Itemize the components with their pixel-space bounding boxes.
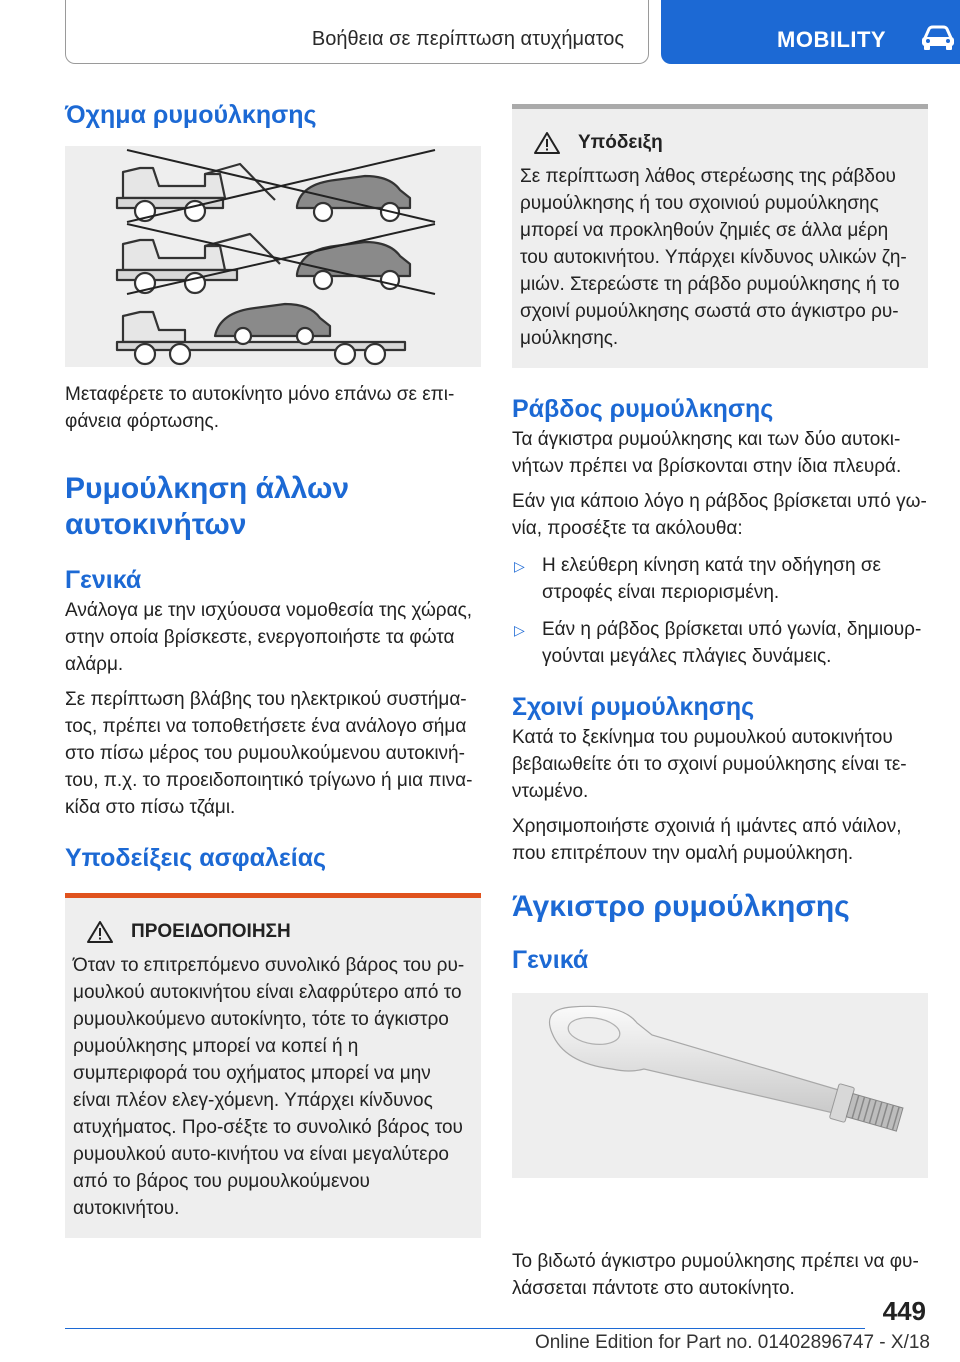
safety-heading: Υποδείξεις ασφαλείας bbox=[65, 844, 327, 872]
rope-paragraph-1: Κατά το ξεκίνημα του ρυμουλκού αυτοκινήτου βεβαιωθείτε ότι το σχοινί ρυμούλκησης είναι τε-ντωμένο. bbox=[512, 727, 907, 802]
hook-heading: Άγκιστρο ρυμούλκησης bbox=[512, 890, 850, 923]
general-heading: Γενικά bbox=[65, 566, 142, 594]
tow-hook-figure bbox=[512, 993, 928, 1178]
tow-row-1 bbox=[117, 164, 410, 221]
section-tab bbox=[65, 0, 649, 64]
towing-vehicle-caption: Μεταφέρετε το αυτοκίνητο μόνο επάνω σε επι-φάνεια φόρτωσης. bbox=[65, 384, 455, 432]
chapter-title: MOBILITY bbox=[777, 27, 887, 52]
hook-general-heading: Γενικά bbox=[512, 946, 589, 974]
rope-paragraph-2: Χρησιμοποιήστε σχοινιά ή ιμάντες από νάιλον, που επιτρέπουν την ομαλή ρυμούλκηση. bbox=[512, 816, 902, 864]
rope-heading: Σχοινί ρυμούλκησης bbox=[512, 693, 755, 721]
towing-other-heading: Ρυμούλκηση άλλων αυτοκινήτων bbox=[65, 472, 350, 541]
bullet-text: Η ελεύθερη κίνηση κατά την οδήγηση σε στροφές είναι περιορισμένη. bbox=[542, 555, 882, 603]
note-text: Σε περίπτωση λάθος στερέωσης της ράβδου ρυμούλκησης ή του σχοινιού ρυμούλκησης μπορεί να προκληθούν ζημιές σε άλλα μέρη του αυτοκινήτου. Υπάρχει κίνδυνος υλικών ζη-μιών. Στερεώστε τη ράβδο ρυμούλκησης ή το σχοινί ρυμούλκησης σωστά στο άγκιστρο ρυ-μούλκησης. bbox=[520, 166, 907, 349]
note-title: Υπόδειξη bbox=[578, 132, 663, 153]
page-header bbox=[0, 0, 960, 66]
tow-row-3 bbox=[117, 304, 405, 364]
left-column bbox=[65, 100, 481, 1238]
note-triangle-icon bbox=[534, 131, 560, 155]
bar-heading: Ράβδος ρυμούλκησης bbox=[512, 395, 774, 423]
page-number: 449 bbox=[882, 1296, 926, 1326]
bullet-item bbox=[512, 552, 928, 606]
bar-paragraph-1: Τα άγκιστρα ρυμούλκησης και των δύο αυτοκι-νήτων πρέπει να βρίσκονται στην ίδια πλευρά. bbox=[512, 429, 902, 477]
bullet-text: Εάν η ράβδος βρίσκεται υπό γωνία, δημιουρ-γούνται μεγάλες πλάγιες δυνάμεις. bbox=[542, 619, 922, 667]
towing-vehicles-figure bbox=[65, 146, 481, 367]
tow-hook-illustration bbox=[512, 993, 928, 1178]
edition-footer: Online Edition for Part no. 01402896747 - X/18 bbox=[534, 1332, 930, 1353]
general-paragraph-2: Σε περίπτωση βλάβης του ηλεκτρικού συστήμα-τος, πρέπει να τοποθετήσετε ένα ανάλογο σήμα στο πίσω μέρος του ρυμουλκούμενου αυτοκινή-του, π.χ. το προειδοποιητικό τρίγωνο ή μια πινα-κίδα στο πίσω τζάμι. bbox=[65, 689, 473, 818]
warning-box bbox=[65, 893, 481, 1238]
bar-paragraph-2: Εάν για κάποιο λόγο η ράβδος βρίσκεται υπό γω-νία, προσέξτε τα ακόλουθα: bbox=[512, 491, 927, 539]
bullet-item bbox=[512, 616, 928, 670]
towing-vehicle-heading: Όχημα ρυμούλκησης bbox=[65, 101, 317, 129]
section-title: Βοήθεια σε περίπτωση ατυχήματος bbox=[311, 28, 624, 50]
chapter-tab bbox=[661, 0, 960, 64]
towing-vehicles-illustration bbox=[65, 146, 481, 367]
hook-caption: Το βιδωτό άγκιστρο ρυμούλκησης πρέπει να φυ-λάσσεται πάντοτε στο αυτοκίνητο. bbox=[512, 1251, 919, 1299]
warning-triangle-icon bbox=[87, 920, 113, 944]
car-icon bbox=[921, 25, 955, 51]
general-paragraph-1: Ανάλογα με την ισχύουσα νομοθεσία της χώρας, στην οποία βρίσκεστε, ενεργοποιήστε τα φώτα αλάρμ. bbox=[65, 600, 473, 675]
footer-rule bbox=[65, 1328, 865, 1329]
warning-title: ΠΡΟΕΙΔΟΠΟΙΗΣΗ bbox=[131, 921, 291, 942]
bullet-arrow-icon: ▷ bbox=[514, 558, 525, 574]
note-box bbox=[512, 104, 928, 368]
bullet-arrow-icon: ▷ bbox=[514, 622, 525, 638]
warning-text: Όταν το επιτρεπόμενο συνολικό βάρος του ρυ-μουλκού αυτοκινήτου είναι ελαφρύτερο από το ρυμουλκούμενο αυτοκίνητο, τότε το άγκιστρο ρυμούλκησης μπορεί να κοπεί ή η συμπεριφορά του οχήματος μπορεί να μην είναι πλέον ελεγ-χόμενη. Υπάρχει κίνδυνος ατυχήματος. Προ-σέξτε το συνολικό βάρος του ρυμουλκού αυτο-κινήτου να είναι μεγαλύτερο από το βάρος του ρυμουλκούμενου αυτοκινήτου. bbox=[73, 955, 465, 1219]
right-column bbox=[512, 104, 928, 1302]
